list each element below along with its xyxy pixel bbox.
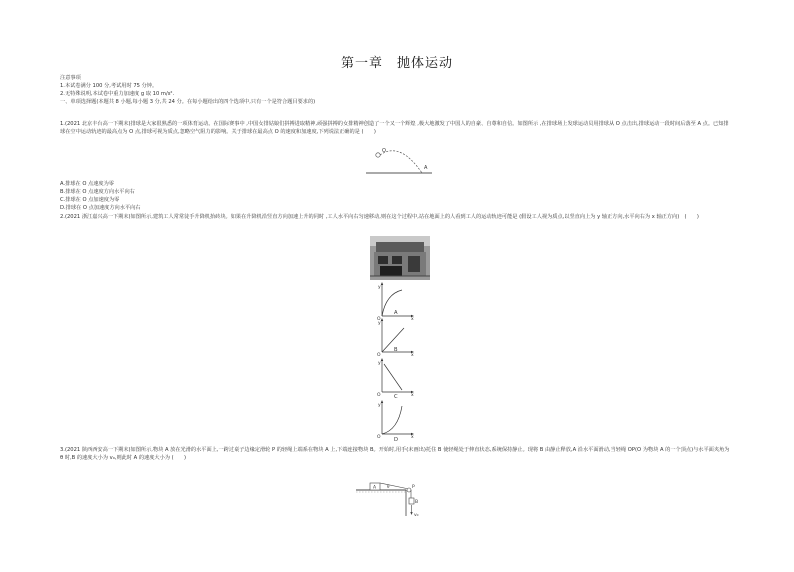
q3-label-a: A	[373, 485, 377, 491]
graph-d-y-label: y	[378, 403, 381, 408]
q1-option-c: C.排球在 O 点加速度为零	[60, 197, 120, 203]
q3-label-v: v₀	[414, 513, 419, 518]
page-title: 第一章 抛体运动	[340, 56, 453, 71]
section-heading: 一、单项选择题(本题共 8 小题,每小题 3 分,共 24 分。在每小题给出的四个选项中,只有一个是符合题目要求的)	[60, 99, 316, 105]
graph-c-y-label: y	[378, 361, 381, 366]
graph-a-y-label: y	[378, 285, 381, 290]
choice-label-a: A	[394, 310, 398, 316]
notice-heading: 注意事项	[60, 75, 81, 81]
graph-c-x-label: x	[411, 393, 414, 396]
q3-label-p: P	[412, 485, 415, 490]
graph-d	[372, 398, 416, 438]
q3-figure	[352, 470, 432, 520]
q1-option-a: A.排球在 O 点速度为零	[60, 181, 114, 187]
q1-label-o: O	[382, 148, 386, 154]
volleyball-icon	[376, 153, 380, 157]
pulley-icon	[407, 488, 411, 492]
q1-label-a: A	[424, 165, 428, 171]
q1-option-b: B.排球在 O 点速度方向水平向右	[60, 189, 135, 195]
graph-d-x-label: x	[411, 435, 414, 438]
q1-figure	[360, 143, 438, 177]
graph-a-x-label: x	[411, 317, 414, 320]
graph-a-origin-label: O	[377, 317, 381, 320]
graph-c-origin-label: O	[377, 393, 381, 396]
q2-photo	[370, 236, 430, 280]
q2-stem: 2.(2021 浙江嘉兴高一下期末)如图所示,建筑工人常常徒手升降机抬砖块。如果在升降机沿竖直方向加速上升的同时 ,工人水平向右匀速移动,则在这个过程中,站在地面上的人看到工人的运动轨迹可能是 (假设工人视为质点,以竖直向上为 y 轴正方向,水平向右为 x 轴正方向) ( )	[60, 214, 699, 220]
notice-line-2: 2.无特殊说明,本试卷中重力加速度 g 取 10 m/s².	[60, 91, 175, 97]
choice-label-b: B	[394, 347, 398, 353]
graph-c	[372, 356, 416, 396]
block-b	[409, 498, 414, 504]
choice-label-d: D	[394, 437, 398, 443]
choice-label-c: C	[394, 394, 398, 400]
q3-label-theta: θ	[387, 484, 390, 489]
q3-label-b: B	[415, 500, 419, 505]
notice-line-1: 1.本试卷满分 100 分,考试用时 75 分钟。	[60, 83, 158, 89]
graph-b-x-label: x	[411, 353, 414, 356]
graph-d-origin-label: O	[377, 435, 381, 438]
q1-option-d: D.排球在 O 点加速度方向水平向右	[60, 205, 141, 211]
graph-b-y-label: y	[378, 321, 381, 326]
q1-stem: 1.(2021 北京丰台高一下期末)排球是大家很熟悉的一项体育运动。在国际赛事中 ,中国女排姑娘们拼搏进取精神,顽强拼搏的女排精神创造了一个又一个辉煌 ,极大地激发了中国人的自豪、自尊和自信。如图所示 ,在排球场上发球运动员用排球从 O 点击出,排球运动一段时间后落至 A 点。已知排球在空中运动轨迹的最高点为 O 点,排球可视为质点,忽略空气阻力的影响。关于排球在最高点 O 的速度和加速度,下列说法正确的是 ( )	[60, 121, 729, 135]
graph-b-origin-label: O	[377, 353, 381, 356]
q3-stem: 3.(2021 陕西西安高一下期末)如图所示,物块 A 放在光滑的水平面上,一跨过桌子边缘定滑轮 P 的轻绳上端系在物块 A 上,下端连接物块 B。开始时,用手(未画出)托住 B 使轻绳处于伸直状态,系统保持静止。现将 B 由静止释放,A 沿水平面滑动,当轻绳 OP(O 为物块 A 的一个顶点)与水平面夹角为 θ 时,B 的速度大小为 v₀,则此时 A 的速度大小为 ( )	[60, 447, 730, 461]
